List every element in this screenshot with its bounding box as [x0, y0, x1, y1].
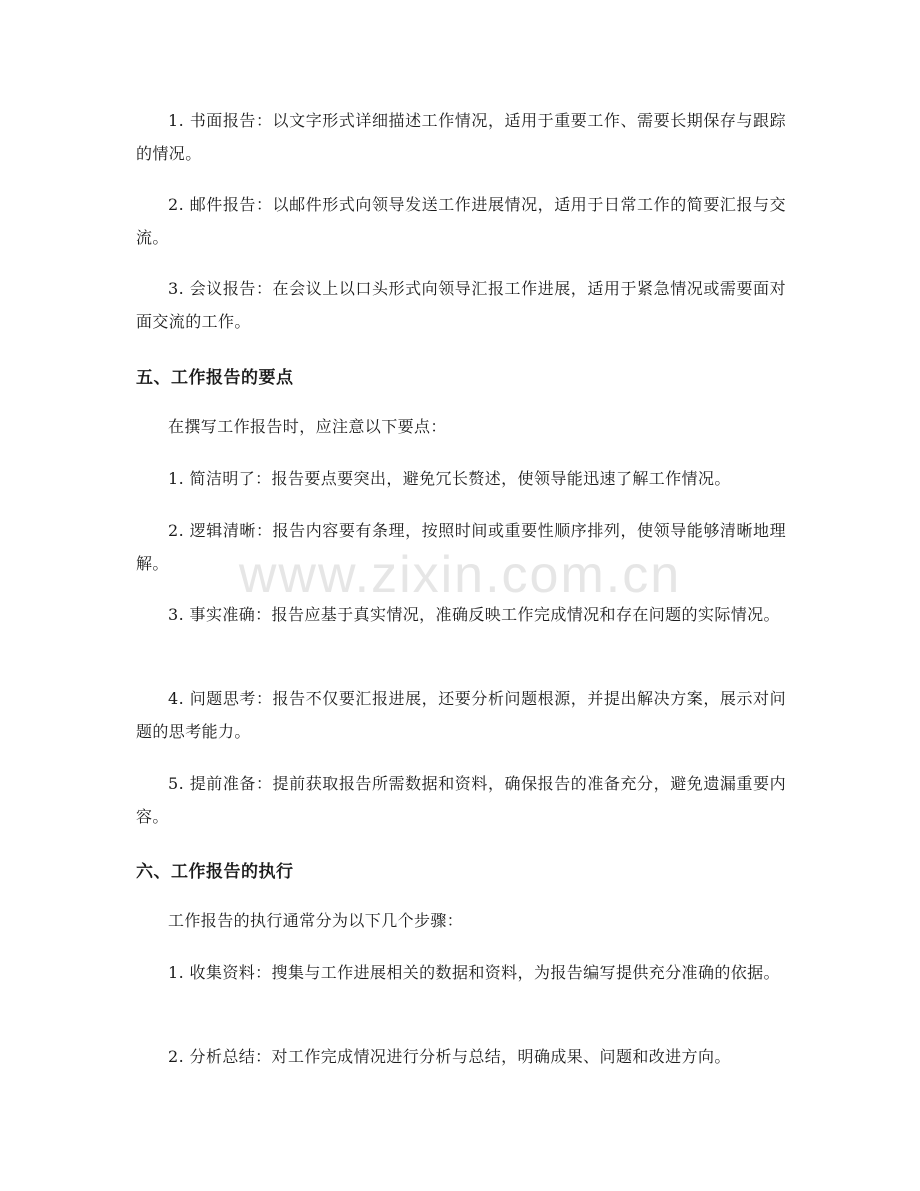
paragraph-point-problem-thinking: 4. 问题思考：报告不仅要汇报进展，还要分析问题根源，并提出解决方案，展示对问题的思考能力。 — [136, 689, 786, 741]
section-heading-execution: 六、工作报告的执行 — [136, 862, 294, 882]
paragraph-point-concise: 1. 简洁明了：报告要点要突出，避免冗长赘述，使领导能迅速了解工作情况。 — [168, 469, 731, 488]
paragraph-written-report: 1. 书面报告：以文字形式详细描述工作情况，适用于重要工作、需要长期保存与跟踪的情况。 — [136, 111, 786, 163]
paragraph-point-logic: 2. 逻辑清晰：报告内容要有条理，按照时间或重要性顺序排列，使领导能够清晰地理解。 — [136, 521, 786, 573]
paragraph-email-report: 2. 邮件报告：以邮件形式向领导发送工作进展情况，适用于日常工作的简要汇报与交流。 — [136, 195, 786, 247]
paragraph-execution-intro: 工作报告的执行通常分为以下几个步骤： — [168, 911, 464, 930]
paragraph-step-analyze: 2. 分析总结：对工作完成情况进行分析与总结，明确成果、问题和改进方向。 — [168, 1047, 731, 1066]
watermark: www.zixin.com.cn — [238, 546, 682, 604]
paragraph-meeting-report: 3. 会议报告：在会议上以口头形式向领导汇报工作进展，适用于紧急情况或需要面对面交流的工作。 — [136, 279, 786, 331]
paragraph-point-preparation: 5. 提前准备：提前获取报告所需数据和资料，确保报告的准备充分，避免遗漏重要内容。 — [136, 774, 786, 826]
paragraph-step-collect: 1. 收集资料：搜集与工作进展相关的数据和资料，为报告编写提供充分准确的依据。 — [168, 963, 780, 982]
paragraph-key-points-intro: 在撰写工作报告时，应注意以下要点： — [168, 417, 447, 436]
section-heading-key-points: 五、工作报告的要点 — [136, 368, 294, 388]
paragraph-point-facts: 3. 事实准确：报告应基于真实情况，准确反映工作完成情况和存在问题的实际情况。 — [168, 605, 780, 624]
